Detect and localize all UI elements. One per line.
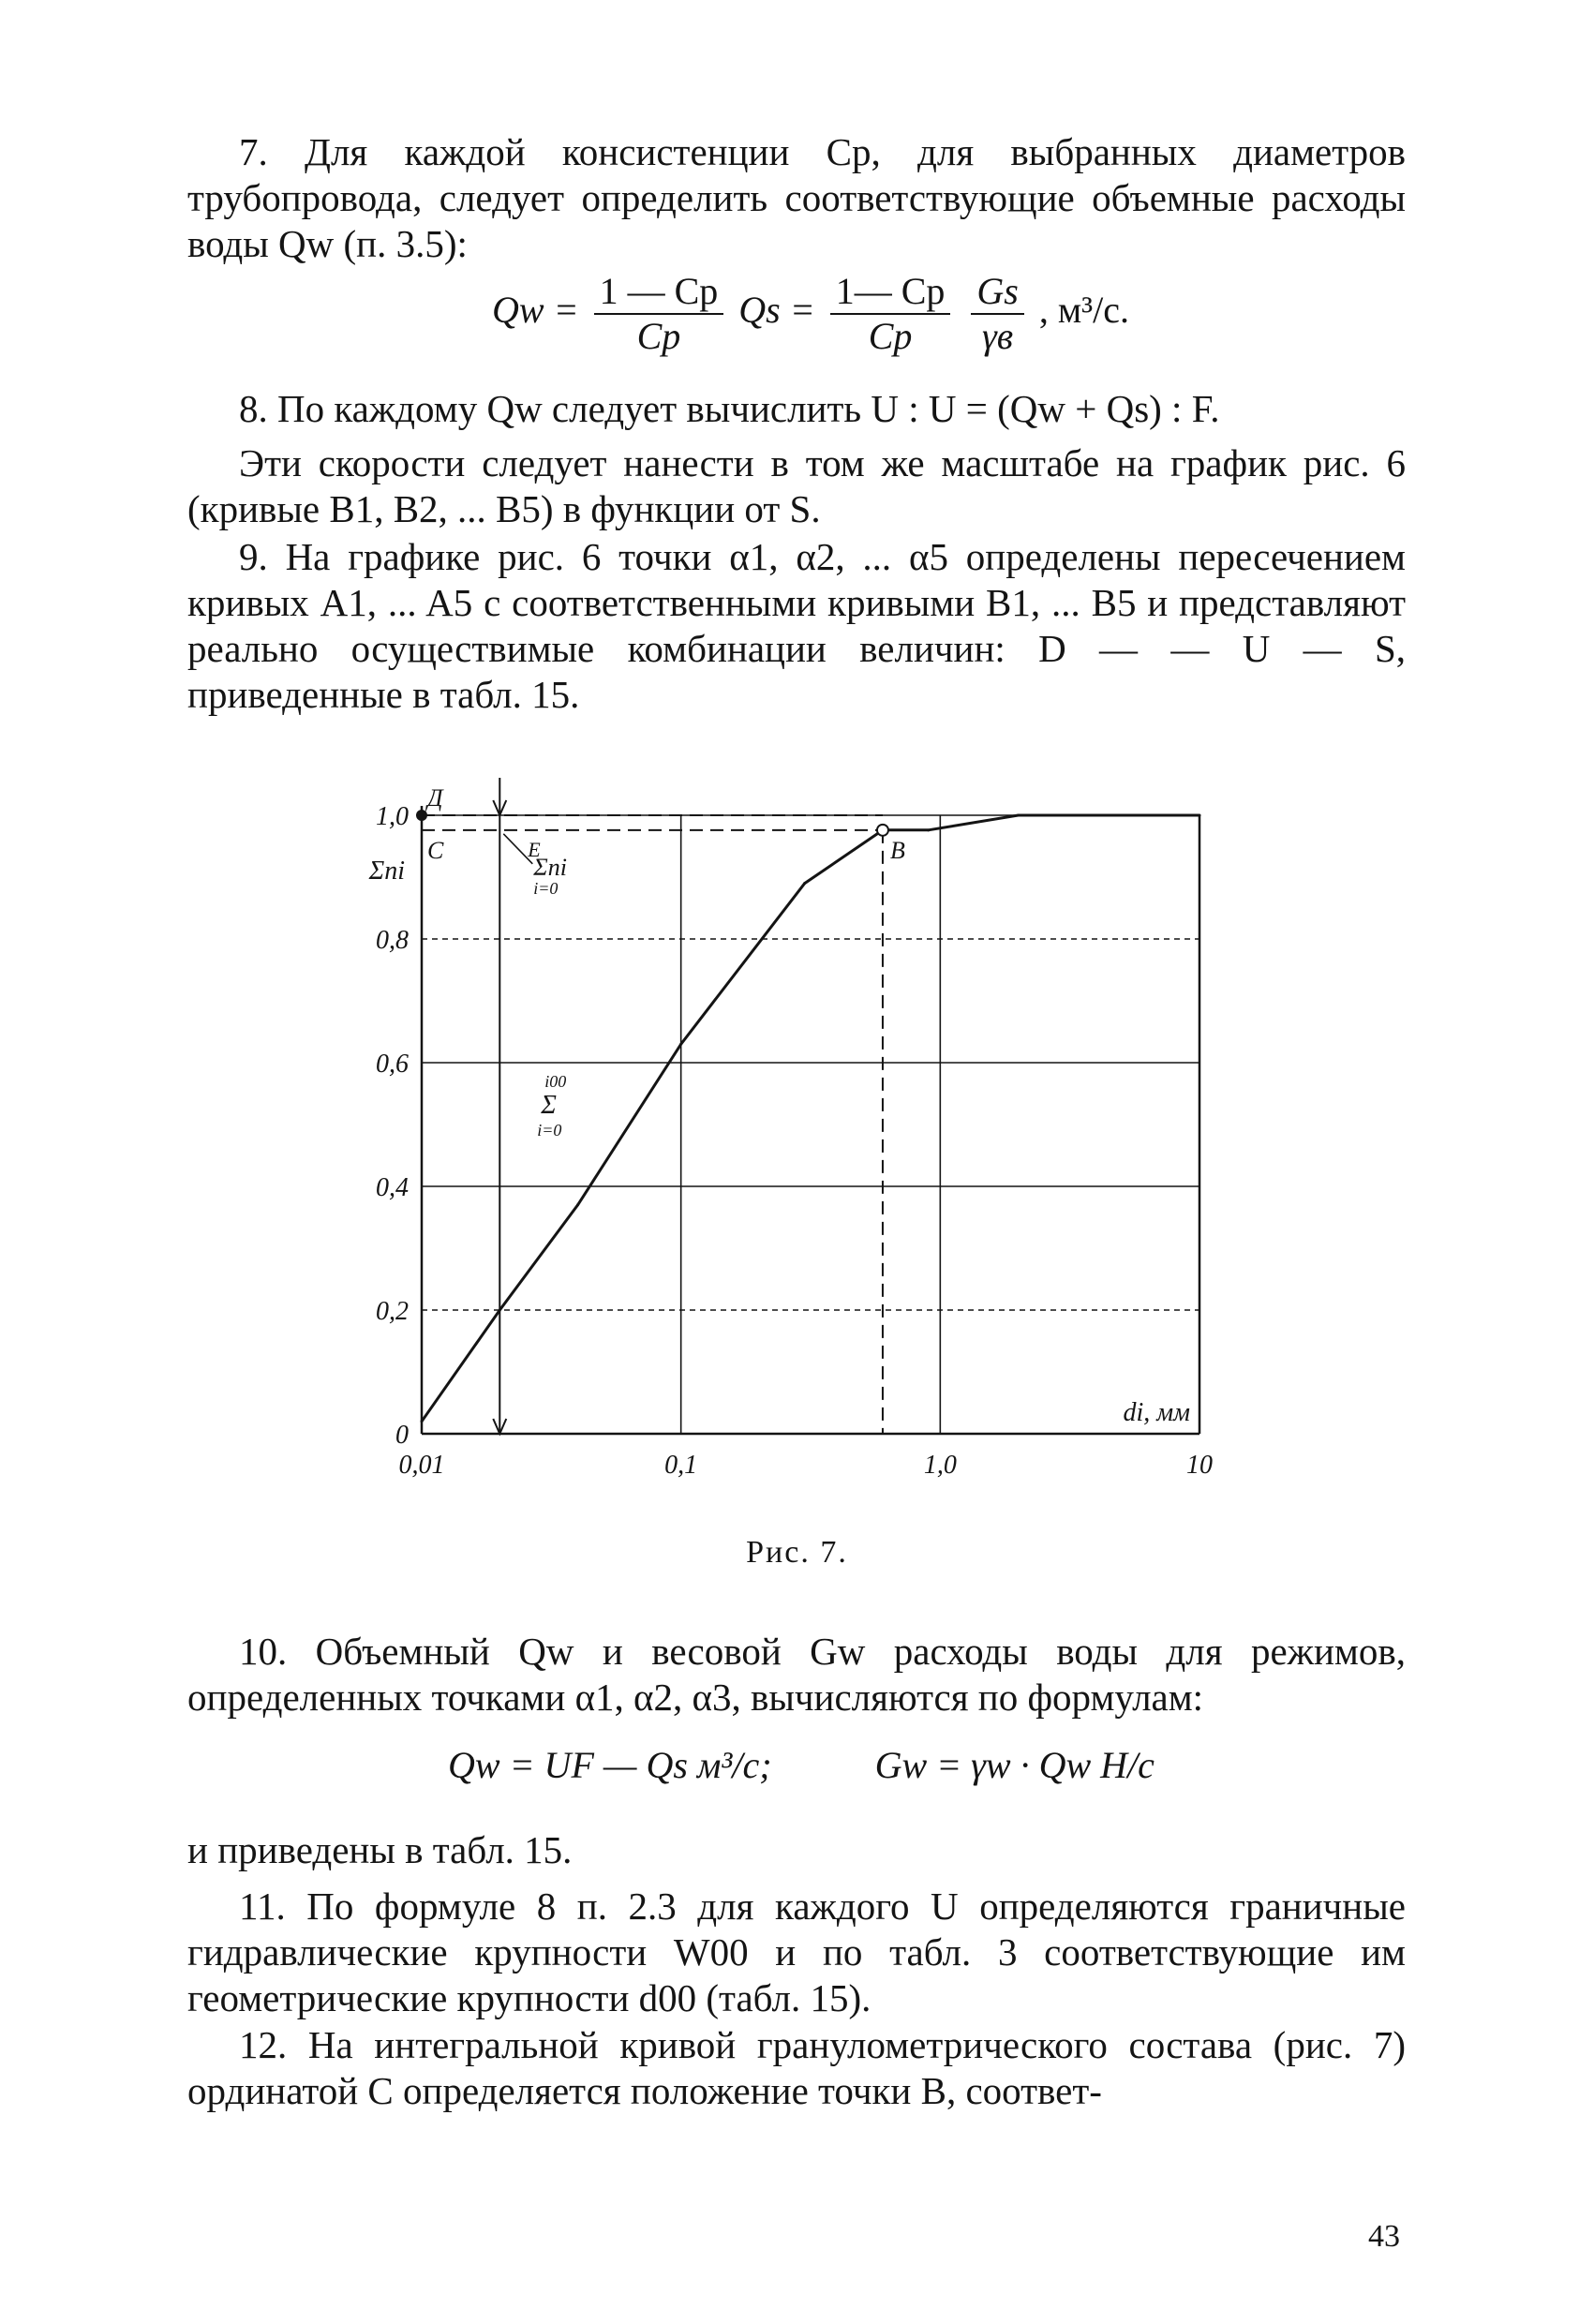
paragraph-11: 11. По формуле 8 п. 2.3 для каждого U определяются граничные гидравлические крупности W00 и по табл. 3 соответствующие им геометрические крупности d00 (табл. 15). <box>187 1885 1406 2019</box>
fraction-3-numerator: Gs <box>971 270 1023 315</box>
x-tick-label: 10 <box>1186 1451 1213 1480</box>
sum-label-mid-index: i=0 <box>537 1121 562 1140</box>
fraction-1-denominator: Cр <box>636 315 681 357</box>
x-axis-label: di, мм <box>1123 1398 1190 1427</box>
y-tick-label: 0 <box>395 1421 409 1450</box>
fraction-1-numerator: 1 — Cр <box>594 270 724 315</box>
paragraph-8-continued: Эти скорости следует нанести в том же масштабе на график рис. 6 (кривые B1, B2, ... B5) в функции от S. <box>187 441 1406 530</box>
point-d-marker <box>416 810 427 821</box>
formula-mid: Qs = <box>738 289 815 332</box>
fraction-2-numerator: 1— Cр <box>830 270 951 315</box>
sum-label-mid-upper: i00 <box>544 1072 567 1092</box>
series-point <box>927 828 930 831</box>
granulometric-chart <box>337 750 1274 1518</box>
y-tick-label: 0,2 <box>376 1297 409 1326</box>
y-tick-label: 1,0 <box>376 802 409 831</box>
point-c-label: C <box>427 836 444 864</box>
chart-annotations <box>425 784 905 1140</box>
series-point <box>679 1043 682 1046</box>
figure-caption: Рис. 7. <box>746 1535 848 1570</box>
paragraph-12: 12. На интегральной кривой гранулометрического состава (рис. 7) ординатой C определяется положение точки B, соответ- <box>187 2023 1406 2112</box>
series-point <box>576 1203 579 1206</box>
formula-qw-uf: Qw = UF — Qs м³/с; <box>448 1744 772 1786</box>
chart-axes <box>422 806 1199 1434</box>
formula-unit: , м³/с. <box>1038 289 1130 332</box>
paragraph-10-continued: и приведены в табл. 15. <box>187 1828 573 1871</box>
series-point <box>803 882 806 885</box>
fraction-2-denominator: Cр <box>868 315 913 357</box>
series-point <box>499 1309 501 1312</box>
page-number: 43 <box>1368 2219 1400 2254</box>
point-d-label: Д <box>427 784 443 812</box>
x-tick-label: 0,1 <box>664 1451 698 1480</box>
y-tick-label: 0,6 <box>376 1050 409 1079</box>
y-tick-label: 0,4 <box>376 1173 409 1202</box>
fraction-2 <box>830 270 951 358</box>
chart-series <box>416 810 1201 1423</box>
formula-qw-gw <box>448 1743 1155 1787</box>
paragraph-10: 10. Объемный Qw и весовой Gw расходы воды для режимов, определенных точками α1, α2, α3, вычисляются по формулам: <box>187 1630 1406 1719</box>
series-line <box>422 815 1199 1422</box>
fraction-3 <box>971 270 1023 358</box>
y-axis-label: Σni <box>368 857 405 886</box>
point-b-marker <box>877 825 888 836</box>
paragraph-8: 8. По каждому Qw следует вычислить U : U = (Qw + Qs) : F. <box>239 387 1220 430</box>
formula-gw: Gw = γw · Qw Н/с <box>874 1744 1155 1786</box>
sum-label-top-index: i=0 <box>533 879 559 898</box>
formula-lhs: Qw = <box>492 289 579 332</box>
x-tick-label: 1,0 <box>923 1451 957 1480</box>
x-tick-label: 0,01 <box>398 1451 445 1480</box>
series-point <box>1017 814 1020 817</box>
sum-label-top: Σni <box>533 854 567 881</box>
paragraph-9: 9. На графике рис. 6 точки α1, α2, ... α5 определены пересечением кривых A1, ... A5 с соответственными кривыми B1, ... B5 и представляют реально осуществимые комбинации величин: D — — U — S, приведенные в табл. 15. <box>187 535 1406 716</box>
paragraph-7: 7. Для каждой консистенции Cр, для выбранных диаметров трубопровода, следует определить соответствующие объемные расходы воды Qw (п. 3.5): <box>187 130 1406 265</box>
sum-label-mid: Σ <box>541 1091 557 1121</box>
fraction-1 <box>594 270 724 358</box>
series-point <box>421 1420 424 1423</box>
series-point <box>1199 814 1201 817</box>
y-tick-label: 0,8 <box>376 926 409 955</box>
point-b-label: B <box>889 836 905 864</box>
formula-qw <box>492 270 1129 358</box>
point-e-label: E <box>528 837 541 861</box>
fraction-3-denominator: γв <box>982 315 1014 357</box>
